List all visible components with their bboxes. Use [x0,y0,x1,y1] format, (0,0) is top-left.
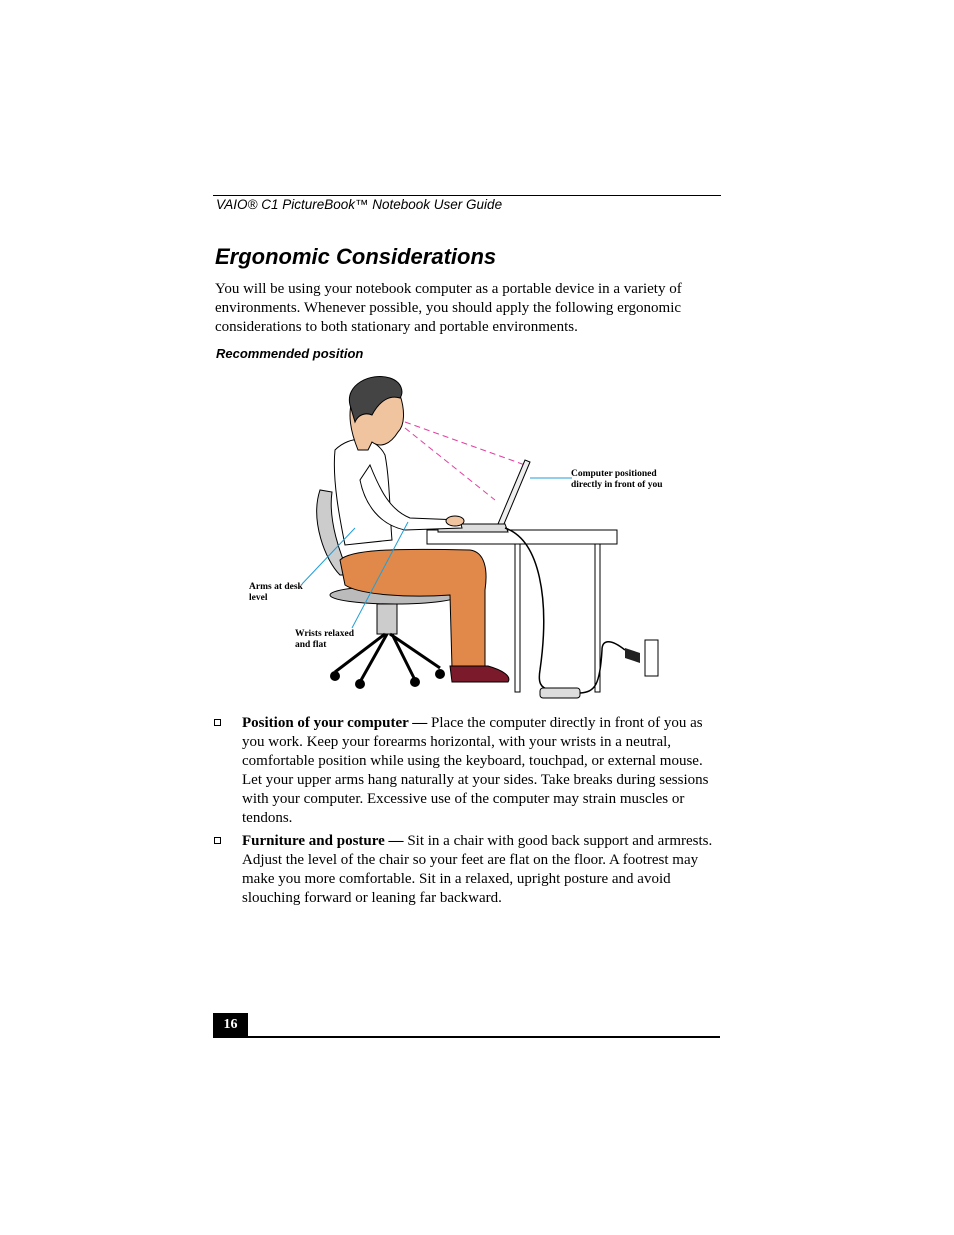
list-item [213,714,721,828]
intro-paragraph: You will be using your notebook computer as a portable device in a variety of environments. Whenever possible, you should apply the following ergonomic considerations to both stationary and portable environments. [215,281,682,335]
sightline-bottom [405,428,495,500]
power-adapter [540,688,580,698]
footer-rule [213,1036,720,1038]
figure-caption: Recommended position [216,346,364,361]
bullet-lead: Position of your computer — [242,715,428,731]
chair-wheel [435,669,445,679]
bullet-lead: Furniture and posture — [242,833,404,849]
header-rule [213,195,721,196]
callout-wrists: Wrists relaxed and flat [295,629,355,650]
power-cable [505,528,550,690]
chair-wheel [330,671,340,681]
checkbox-bullet-icon [214,837,221,844]
checkbox-bullet-icon [214,719,221,726]
bullet-list [213,714,721,912]
wall-outlet [645,640,658,676]
ergonomic-illustration [240,370,680,700]
page-number: 16 [213,1013,248,1036]
adapter-cable [580,642,625,693]
hand [446,516,464,526]
callout-computer: Computer positioned directly in front of you [571,469,663,490]
callout-arms: Arms at desk level [249,582,303,603]
shoe [450,666,509,682]
chair-column [377,604,397,634]
plug [625,648,640,663]
page-title: Ergonomic Considerations [215,244,497,269]
list-item [213,832,721,908]
desk-leg [515,544,520,692]
laptop-screen [498,460,530,524]
chair-wheel [355,679,365,689]
chair-wheel [410,677,420,687]
bullet-text: Sit in a chair with good back support and armrests. Adjust the level of the chair so your feet are flat on the floor. A footrest may make you more comfortable. Sit in a relaxed, upright posture and avoid slouching forward or leaning far backward. [242,833,713,906]
sightline-top [405,422,525,465]
bullet-text: Place the computer directly in front of you as you work. Keep your forearms horizontal, with your wrists in a neutral, comfortable position while using the keyboard, touchpad, or external mouse. Let your upper arms hang naturally at your sides. Take breaks during sessions with your computer. Excessive use of the computer may strain muscles or tendons. [242,715,709,826]
running-title: VAIO® C1 PictureBook™ Notebook User Guide [216,197,503,212]
